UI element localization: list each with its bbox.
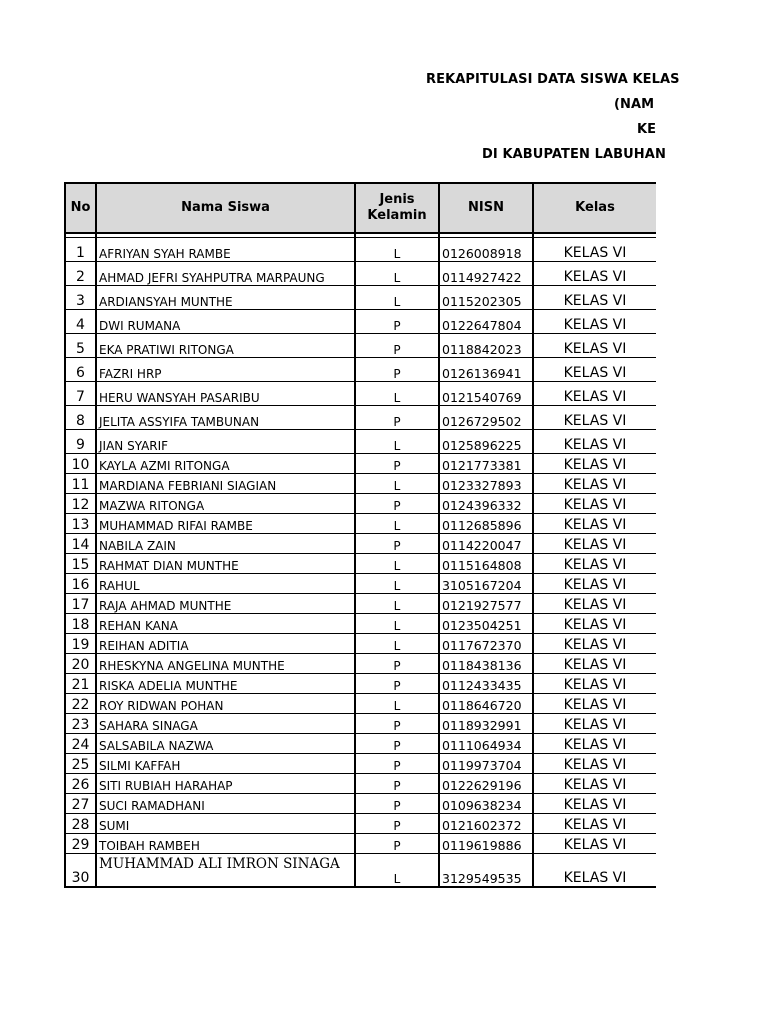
cell-nisn: 0112433435: [439, 674, 533, 694]
table-row: [65, 654, 656, 674]
cell-no: 16: [65, 574, 96, 594]
table-row: [65, 614, 656, 634]
cell-nisn: 0123504251: [439, 614, 533, 634]
table-row: [65, 574, 656, 594]
cell-nisn: 0123327893: [439, 474, 533, 494]
cell-nisn: 0121927577: [439, 594, 533, 614]
cell-jenis-kelamin: P: [355, 406, 439, 430]
cell-jenis-kelamin: P: [355, 358, 439, 382]
header-nisn: NISN: [439, 183, 533, 233]
table-row: [65, 286, 656, 310]
cell-kelas: KELAS VI: [533, 734, 656, 754]
header-nama-siswa: Nama Siswa: [96, 183, 355, 233]
cell-jenis-kelamin: L: [355, 574, 439, 594]
cell-kelas: KELAS VI: [533, 334, 656, 358]
cell-jenis-kelamin: P: [355, 794, 439, 814]
cell-nisn: 0117672370: [439, 634, 533, 654]
table-row: [65, 774, 656, 794]
cell-no: 25: [65, 754, 96, 774]
header-no: No: [65, 183, 96, 233]
cell-kelas: KELAS VI: [533, 430, 656, 454]
cell-jenis-kelamin: L: [355, 474, 439, 494]
table-row: [65, 514, 656, 534]
cell-no: 3: [65, 286, 96, 310]
cell-jenis-kelamin: P: [355, 674, 439, 694]
cell-no: 15: [65, 554, 96, 574]
cell-nisn: 0111064934: [439, 734, 533, 754]
cell-jenis-kelamin: P: [355, 774, 439, 794]
cell-no: 23: [65, 714, 96, 734]
table-row: [65, 382, 656, 406]
cell-no: 9: [65, 430, 96, 454]
header-jenis-kelamin-line2: Kelamin: [367, 208, 427, 223]
cell-kelas: KELAS VI: [533, 238, 656, 262]
cell-no: 6: [65, 358, 96, 382]
cell-nisn: 0122629196: [439, 774, 533, 794]
cell-nama-siswa: AFRIYAN SYAH RAMBE: [96, 238, 355, 262]
cell-no: 10: [65, 454, 96, 474]
cell-nisn: 0118438136: [439, 654, 533, 674]
cell-kelas: KELAS VI: [533, 382, 656, 406]
cell-jenis-kelamin: P: [355, 654, 439, 674]
cell-no: 13: [65, 514, 96, 534]
cell-nama-siswa: NABILA ZAIN: [96, 534, 355, 554]
cell-no: 29: [65, 834, 96, 854]
cell-nisn: 3105167204: [439, 574, 533, 594]
cell-jenis-kelamin: P: [355, 494, 439, 514]
cell-kelas: KELAS VI: [533, 694, 656, 714]
cell-nama-siswa: SITI RUBIAH HARAHAP: [96, 774, 355, 794]
cell-kelas: KELAS VI: [533, 654, 656, 674]
cell-kelas: KELAS VI: [533, 574, 656, 594]
table-row: [65, 734, 656, 754]
table-row: [65, 494, 656, 514]
cell-nama-siswa: RISKA ADELIA MUNTHE: [96, 674, 355, 694]
cell-jenis-kelamin: P: [355, 734, 439, 754]
cell-nisn: 0124396332: [439, 494, 533, 514]
cell-nisn: 0115202305: [439, 286, 533, 310]
cell-nama-siswa: REIHAN ADITIA: [96, 634, 355, 654]
table-row: [65, 714, 656, 734]
cell-kelas: KELAS VI: [533, 358, 656, 382]
cell-no: 30: [65, 854, 96, 888]
cell-nisn: 0114220047: [439, 534, 533, 554]
cell-nama-siswa: MAZWA RITONGA: [96, 494, 355, 514]
table-row: [65, 554, 656, 574]
cell-nisn: 0126136941: [439, 358, 533, 382]
cell-nisn: 0114927422: [439, 262, 533, 286]
cell-no: 7: [65, 382, 96, 406]
cell-kelas: KELAS VI: [533, 794, 656, 814]
cell-nama-siswa: SILMI KAFFAH: [96, 754, 355, 774]
cell-nisn: 0115164808: [439, 554, 533, 574]
cell-no: 18: [65, 614, 96, 634]
cell-nisn: 0112685896: [439, 514, 533, 534]
cell-nisn: 0121540769: [439, 382, 533, 406]
cell-nisn: 0122647804: [439, 310, 533, 334]
table-body: [65, 233, 656, 887]
cell-nama-siswa: TOIBAH RAMBEH: [96, 834, 355, 854]
cell-jenis-kelamin: P: [355, 534, 439, 554]
cell-no: 19: [65, 634, 96, 654]
cell-nisn: 0125896225: [439, 430, 533, 454]
table-row: [65, 814, 656, 834]
table-row: [65, 754, 656, 774]
table-row: [65, 474, 656, 494]
cell-no: 22: [65, 694, 96, 714]
table-row: [65, 694, 656, 714]
cell-jenis-kelamin: L: [355, 382, 439, 406]
cell-kelas: KELAS VI: [533, 262, 656, 286]
cell-nisn: 0109638234: [439, 794, 533, 814]
cell-kelas: KELAS VI: [533, 674, 656, 694]
table-header-row: [65, 183, 656, 233]
cell-nama-siswa: SUCI RAMADHANI: [96, 794, 355, 814]
table-row: [65, 594, 656, 614]
cell-nama-siswa: SUMI: [96, 814, 355, 834]
cell-jenis-kelamin: L: [355, 694, 439, 714]
cell-kelas: KELAS VI: [533, 754, 656, 774]
table-row: [65, 406, 656, 430]
cell-nama-siswa: RAHMAT DIAN MUNTHE: [96, 554, 355, 574]
cell-nama-siswa: SAHARA SINAGA: [96, 714, 355, 734]
cell-nisn: 0126008918: [439, 238, 533, 262]
table-row: [65, 634, 656, 654]
cell-nama-siswa: HERU WANSYAH PASARIBU: [96, 382, 355, 406]
table-row: [65, 534, 656, 554]
cell-no: 17: [65, 594, 96, 614]
cell-kelas: KELAS VI: [533, 454, 656, 474]
cell-kelas: KELAS VI: [533, 310, 656, 334]
cell-kelas: KELAS VI: [533, 834, 656, 854]
cell-jenis-kelamin: P: [355, 334, 439, 358]
cell-kelas: KELAS VI: [533, 406, 656, 430]
cell-jenis-kelamin: P: [355, 834, 439, 854]
cell-no: 26: [65, 774, 96, 794]
cell-kelas: KELAS VI: [533, 774, 656, 794]
cell-nisn: 0121602372: [439, 814, 533, 834]
cell-jenis-kelamin: L: [355, 854, 439, 888]
report-subtitle-district: KE: [637, 122, 657, 137]
cell-nama-siswa: KAYLA AZMI RITONGA: [96, 454, 355, 474]
cell-nama-siswa: JELITA ASSYIFA TAMBUNAN: [96, 406, 355, 430]
cell-jenis-kelamin: P: [355, 714, 439, 734]
cell-nama-siswa: FAZRI HRP: [96, 358, 355, 382]
student-table-container: [64, 182, 656, 920]
cell-nisn: 0118932991: [439, 714, 533, 734]
cell-nama-siswa: MUHAMMAD ALI IMRON SINAGA: [96, 854, 355, 888]
cell-kelas: KELAS VI: [533, 474, 656, 494]
cell-jenis-kelamin: L: [355, 614, 439, 634]
cell-nisn: 0119973704: [439, 754, 533, 774]
cell-nama-siswa: REHAN KANA: [96, 614, 355, 634]
cell-no: 20: [65, 654, 96, 674]
cell-jenis-kelamin: L: [355, 262, 439, 286]
table-row: [65, 794, 656, 814]
cell-nama-siswa: MARDIANA FEBRIANI SIAGIAN: [96, 474, 355, 494]
table-row: [65, 358, 656, 382]
cell-nama-siswa: RAHUL: [96, 574, 355, 594]
header-jenis-kelamin: [355, 183, 439, 233]
table-row: [65, 854, 656, 888]
report-subtitle-school: (NAM: [614, 97, 655, 112]
cell-kelas: KELAS VI: [533, 814, 656, 834]
cell-nisn: 0119619886: [439, 834, 533, 854]
cell-kelas: KELAS VI: [533, 614, 656, 634]
cell-kelas: KELAS VI: [533, 554, 656, 574]
cell-no: 28: [65, 814, 96, 834]
cell-no: 5: [65, 334, 96, 358]
cell-kelas: KELAS VI: [533, 534, 656, 554]
cell-jenis-kelamin: L: [355, 594, 439, 614]
report-subtitle-regency: DI KABUPATEN LABUHAN: [482, 147, 666, 162]
cell-nisn: 3129549535: [439, 854, 533, 888]
cell-no: 11: [65, 474, 96, 494]
cell-nisn: 0121773381: [439, 454, 533, 474]
cell-no: 2: [65, 262, 96, 286]
table-row: [65, 262, 656, 286]
cell-nama-siswa: JIAN SYARIF: [96, 430, 355, 454]
cell-nama-siswa: SALSABILA NAZWA: [96, 734, 355, 754]
cell-nama-siswa: MUHAMMAD RIFAI RAMBE: [96, 514, 355, 534]
cell-no: 12: [65, 494, 96, 514]
cell-nama-siswa: ARDIANSYAH MUNTHE: [96, 286, 355, 310]
cell-nisn: 0126729502: [439, 406, 533, 430]
cell-kelas: KELAS VI: [533, 594, 656, 614]
cell-nama-siswa: RAJA AHMAD MUNTHE: [96, 594, 355, 614]
table-row: [65, 310, 656, 334]
table-row: [65, 334, 656, 358]
cell-no: 21: [65, 674, 96, 694]
table-row: [65, 834, 656, 854]
cell-nama-siswa: DWI RUMANA: [96, 310, 355, 334]
cell-nisn: 0118646720: [439, 694, 533, 714]
cell-kelas: KELAS VI: [533, 634, 656, 654]
table-row: [65, 454, 656, 474]
student-table: [64, 182, 656, 888]
header-kelas: Kelas: [533, 183, 656, 233]
report-title: REKAPITULASI DATA SISWA KELAS: [426, 72, 680, 87]
cell-kelas: KELAS VI: [533, 494, 656, 514]
cell-kelas: KELAS VI: [533, 514, 656, 534]
cell-jenis-kelamin: L: [355, 286, 439, 310]
cell-nisn: 0118842023: [439, 334, 533, 358]
table-row: [65, 238, 656, 262]
cell-jenis-kelamin: L: [355, 430, 439, 454]
cell-nama-siswa: AHMAD JEFRI SYAHPUTRA MARPAUNG: [96, 262, 355, 286]
cell-jenis-kelamin: L: [355, 554, 439, 574]
cell-no: 24: [65, 734, 96, 754]
cell-jenis-kelamin: L: [355, 514, 439, 534]
cell-jenis-kelamin: L: [355, 238, 439, 262]
cell-no: 27: [65, 794, 96, 814]
cell-jenis-kelamin: P: [355, 754, 439, 774]
cell-jenis-kelamin: P: [355, 454, 439, 474]
cell-jenis-kelamin: P: [355, 310, 439, 334]
cell-kelas: KELAS VI: [533, 714, 656, 734]
header-jenis-kelamin-line1: Jenis: [379, 192, 415, 207]
cell-jenis-kelamin: P: [355, 814, 439, 834]
table-row: [65, 430, 656, 454]
cell-no: 14: [65, 534, 96, 554]
cell-nama-siswa: ROY RIDWAN POHAN: [96, 694, 355, 714]
cell-kelas: KELAS VI: [533, 286, 656, 310]
cell-no: 4: [65, 310, 96, 334]
cell-nama-siswa: RHESKYNA ANGELINA MUNTHE: [96, 654, 355, 674]
cell-nama-siswa: EKA PRATIWI RITONGA: [96, 334, 355, 358]
cell-kelas: KELAS VI: [533, 854, 656, 888]
cell-jenis-kelamin: L: [355, 634, 439, 654]
cell-no: 1: [65, 238, 96, 262]
cell-no: 8: [65, 406, 96, 430]
table-row: [65, 674, 656, 694]
